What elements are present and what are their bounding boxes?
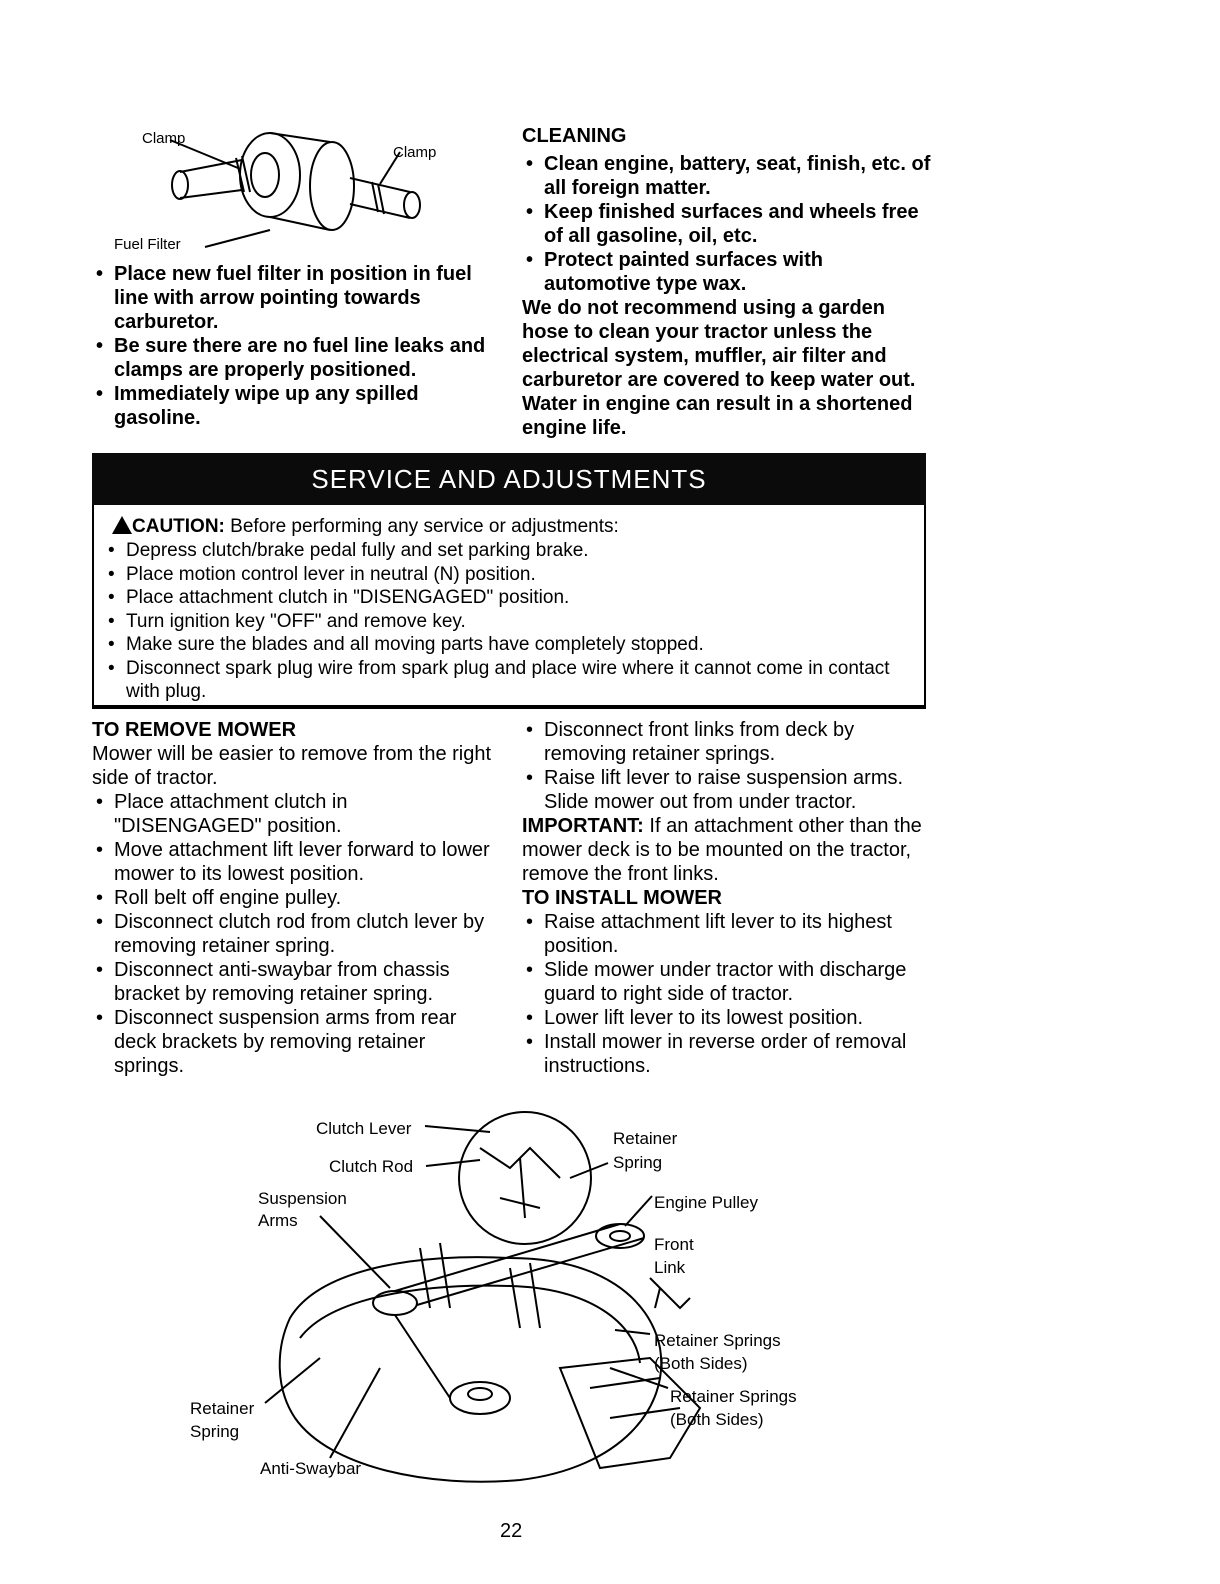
clutch-rod-label: Clutch Rod: [329, 1157, 414, 1176]
caution-label: CAUTION:: [132, 516, 225, 537]
list-item: • Clean engine, battery, seat, finish, etc. of all foreign matter.: [522, 152, 932, 200]
list-item: • Make sure the blades and all moving parts have completely stopped.: [104, 633, 916, 657]
cleaning-paragraph: We do not recommend using a garden hose to clean your tractor unless the electrical system, muffler, air filter and carburetor are covered to keep water out. Water in engine can result in a shortened engine life.: [522, 297, 916, 439]
list-item: • Be sure there are no fuel line leaks and clamps are properly positioned.: [92, 334, 492, 382]
retainer-spring-top-label-line1: Retainer: [613, 1129, 678, 1148]
list-item: • Immediately wipe up any spilled gasoline.: [92, 382, 492, 430]
cleaning-heading: CLEANING: [522, 125, 627, 147]
remove-mower-list-continued: [522, 718, 922, 814]
remove-mower-section: [92, 718, 492, 1078]
retainer-spring-left-label-line2: Spring: [190, 1422, 240, 1441]
warning-triangle-icon: [112, 516, 132, 534]
retainer-spring-left-label-line1: Retainer: [190, 1399, 255, 1418]
list-item: • Depress clutch/brake pedal fully and set parking brake.: [104, 539, 916, 563]
clutch-lever-label: Clutch Lever: [316, 1119, 412, 1138]
install-mower-list: [522, 910, 922, 1078]
retainer-springs-a-label-line1: Retainer Springs: [654, 1331, 781, 1350]
list-item: • Install mower in reverse order of removal instructions.: [522, 1030, 922, 1078]
retainer-springs-b-label-line1: Retainer Springs: [670, 1387, 797, 1406]
front-link-label-line1: Front: [654, 1235, 694, 1254]
list-item: • Place motion control lever in neutral (N) position.: [104, 563, 916, 587]
list-item: • Roll belt off engine pulley.: [92, 886, 492, 910]
retainer-springs-b-label-line2: (Both Sides): [670, 1410, 764, 1429]
remove-mower-heading: TO REMOVE MOWER: [92, 719, 297, 741]
list-item: • Place new fuel filter in position in fuel line with arrow pointing towards carburetor.: [92, 262, 492, 334]
list-item: • Disconnect clutch rod from clutch lever by removing retainer spring.: [92, 910, 492, 958]
engine-pulley-label: Engine Pulley: [654, 1193, 758, 1212]
list-item: • Protect painted surfaces with automotive type wax.: [522, 248, 932, 296]
cleaning-list: [522, 152, 932, 296]
install-mower-heading: TO INSTALL MOWER: [522, 887, 722, 909]
list-item: • Raise attachment lift lever to its highest position.: [522, 910, 922, 958]
caution-intro: Before performing any service or adjustments:: [230, 516, 619, 537]
suspension-arms-label-line2: Arms: [258, 1211, 298, 1230]
list-item: • Disconnect front links from deck by removing retainer springs.: [522, 718, 922, 766]
list-item: • Place attachment clutch in "DISENGAGED" position.: [92, 790, 492, 838]
list-item: • Disconnect anti-swaybar from chassis bracket by removing retainer spring.: [92, 958, 492, 1006]
mower-diagram: [180, 1108, 840, 1548]
front-link-label-line2: Link: [654, 1258, 686, 1277]
list-item: • Turn ignition key "OFF" and remove key.: [104, 610, 916, 634]
fuel-filter-label: Fuel Filter: [114, 236, 181, 253]
list-item: • Move attachment lift lever forward to lower mower to its lowest position.: [92, 838, 492, 886]
page-number: 22: [500, 1520, 523, 1542]
list-item: • Raise lift lever to raise suspension arms. Slide mower out from under tractor.: [522, 766, 922, 814]
fuel-filter-steps: [92, 262, 492, 430]
cleaning-section: [522, 124, 932, 440]
retainer-springs-a-label-line2: (Both Sides): [654, 1354, 748, 1373]
list-item: • Disconnect spark plug wire from spark plug and place wire where it cannot come in contact with plug.: [104, 657, 916, 704]
remove-mower-intro: Mower will be easier to remove from the right side of tractor.: [92, 743, 492, 789]
section-banner: SERVICE AND ADJUSTMENTS: [92, 453, 926, 505]
important-note: [522, 814, 922, 886]
fuel-filter-figure: [110, 120, 470, 260]
retainer-spring-top-label-line2: Spring: [613, 1153, 663, 1172]
remove-mower-list: [92, 790, 492, 1078]
anti-swaybar-label: Anti-Swaybar: [260, 1459, 362, 1478]
list-item: • Slide mower under tractor with discharge guard to right side of tractor.: [522, 958, 922, 1006]
important-text: If an attachment other than the mower deck is to be mounted on the tractor, remove the front links.: [522, 815, 922, 885]
remove-mower-continued: [522, 718, 922, 1078]
suspension-arms-label-line1: Suspension: [258, 1189, 347, 1208]
clamp-left-label: Clamp: [142, 130, 186, 147]
list-item: • Keep finished surfaces and wheels free of all gasoline, oil, etc.: [522, 200, 932, 248]
list-item: • Lower lift lever to its lowest position.: [522, 1006, 922, 1030]
important-label: IMPORTANT:: [522, 815, 644, 837]
clamp-right-label: Clamp: [393, 144, 437, 161]
caution-list: [104, 539, 916, 704]
caution-box: [92, 505, 926, 709]
list-item: • Disconnect suspension arms from rear deck brackets by removing retainer springs.: [92, 1006, 492, 1078]
mower-deck-illustration: [180, 1108, 840, 1548]
list-item: • Place attachment clutch in "DISENGAGED" position.: [104, 586, 916, 610]
caution-intro-line: [112, 515, 619, 539]
